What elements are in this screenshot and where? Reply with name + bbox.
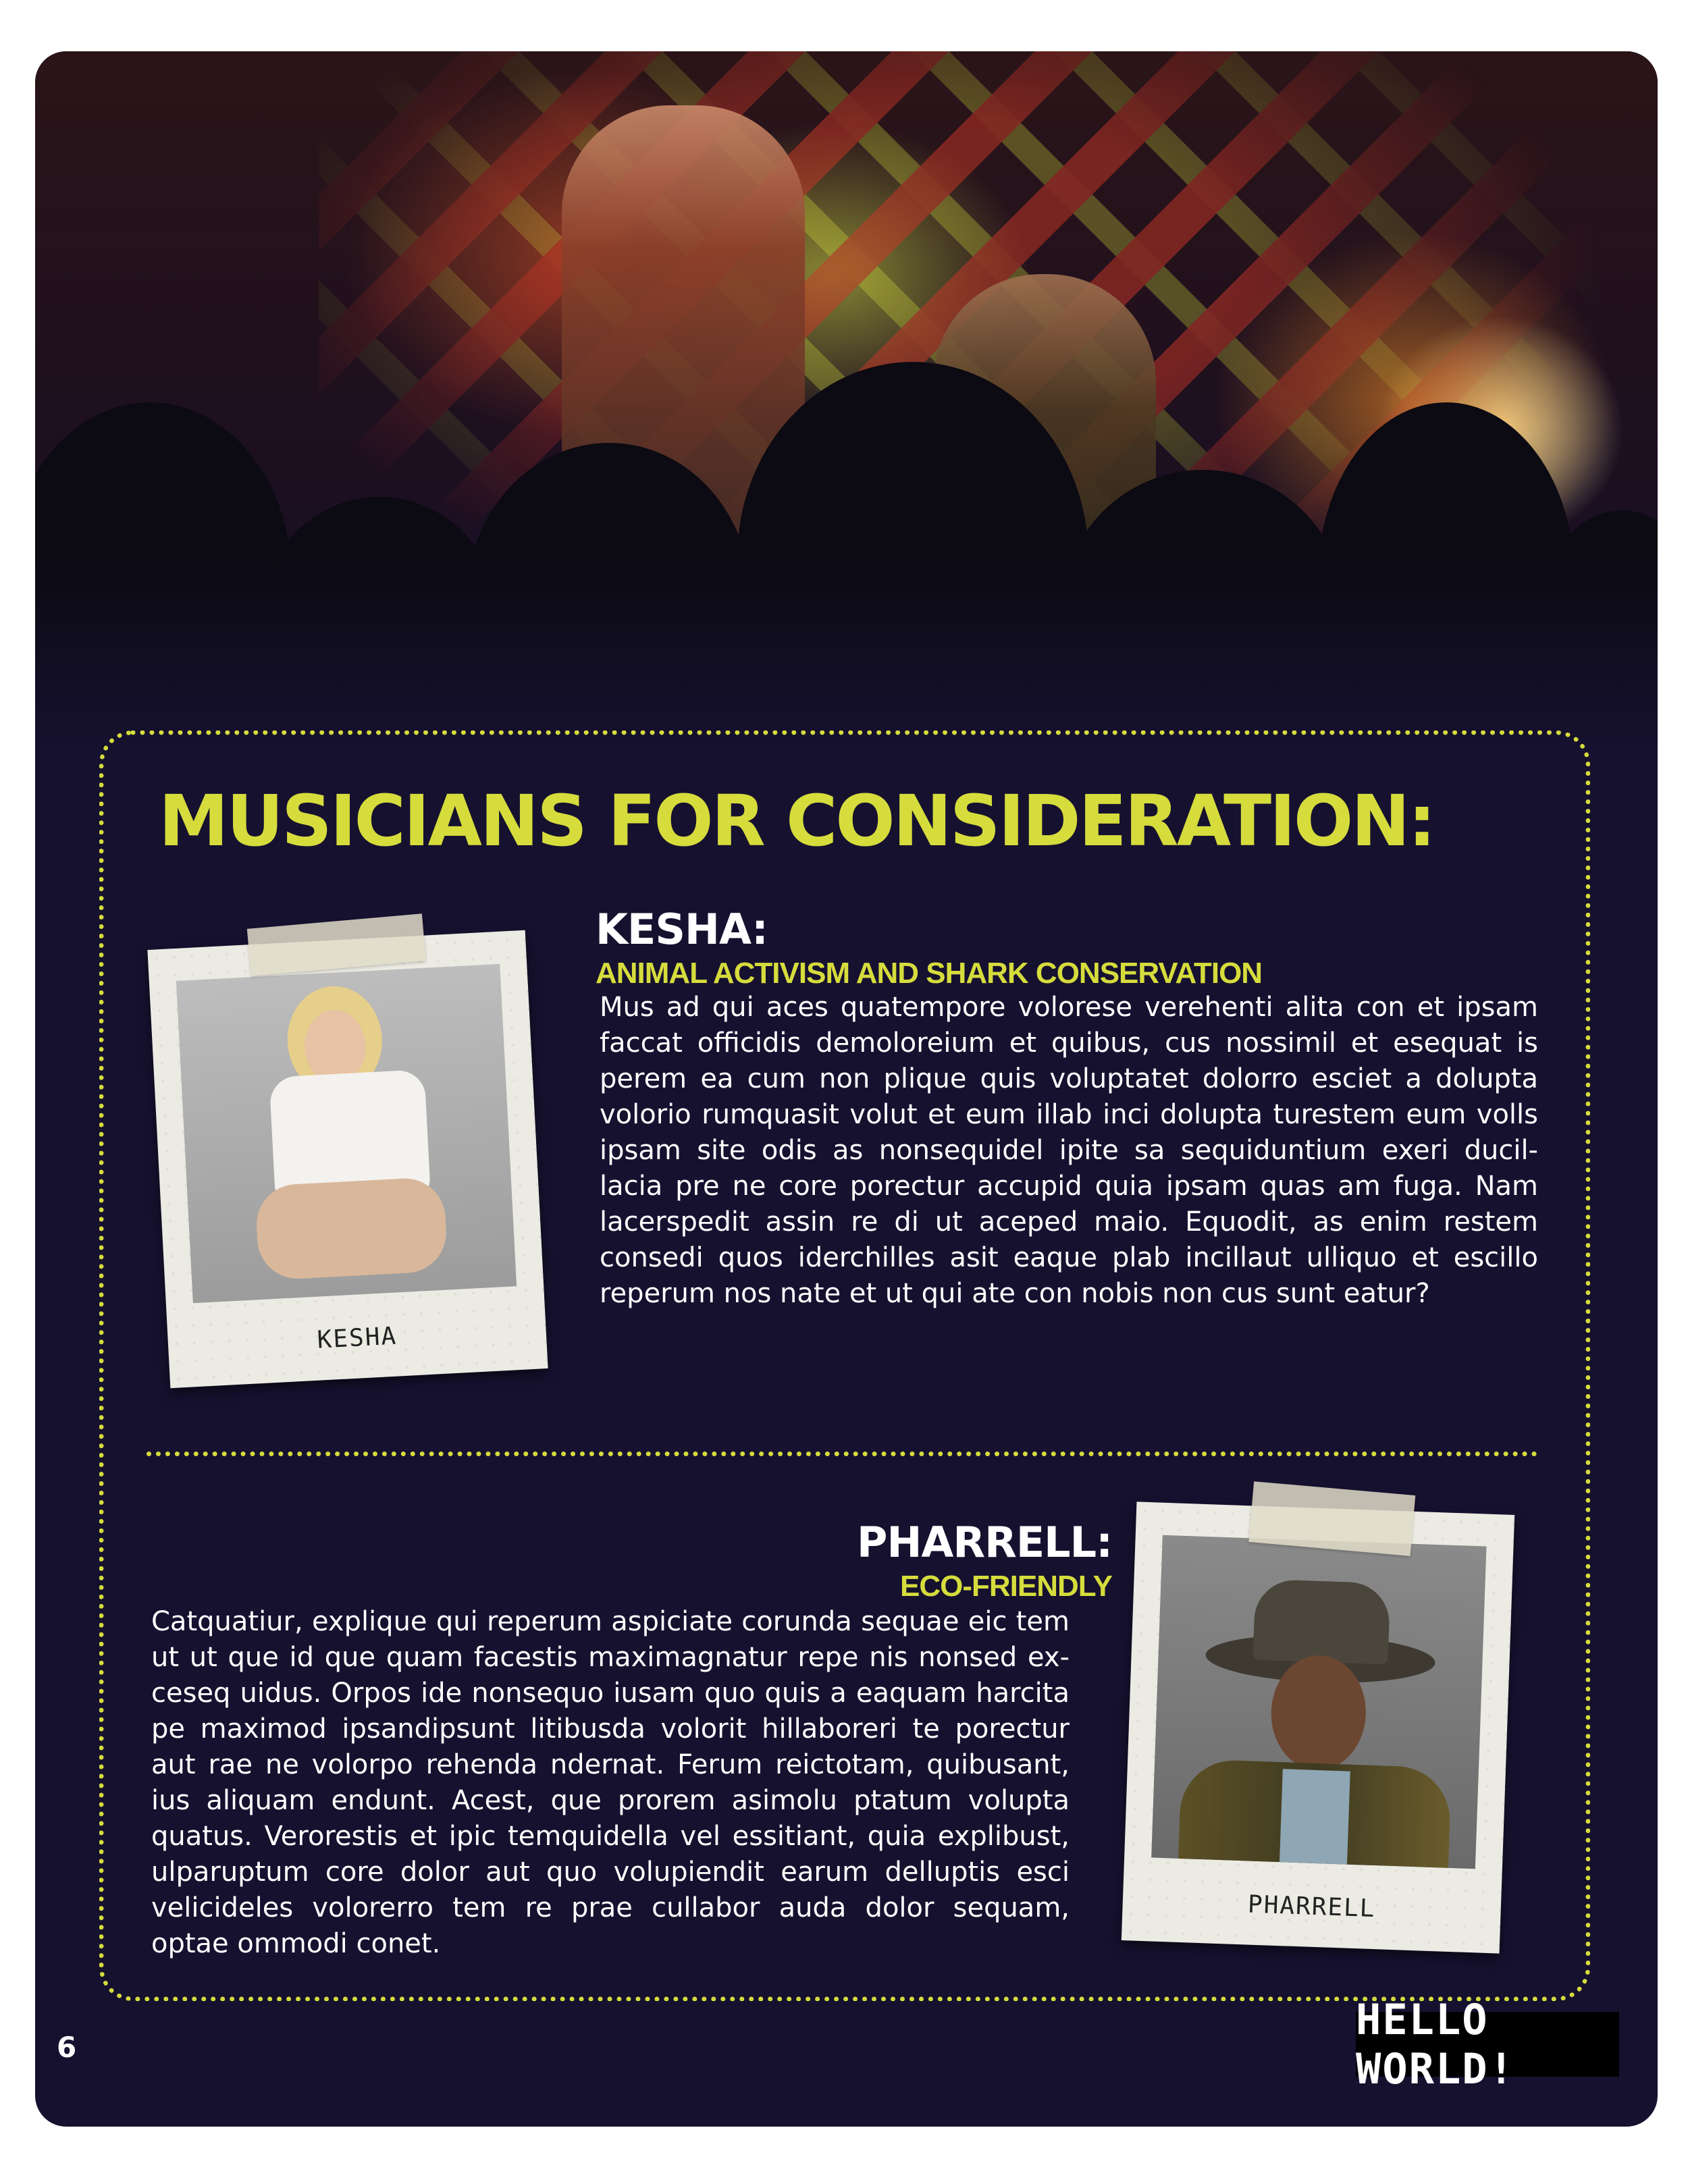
body-line: Mus ad qui aces quatempore volorese verehenti alita con et ipsam xyxy=(600,992,1538,1023)
body-line: consedi quos iderchilles asit eaque plab incillaut ulliquo et escillo xyxy=(600,1242,1538,1273)
pharrell-name: PHARRELL: xyxy=(857,1518,1112,1567)
body-line: ipsam site odis as nonsequidel ipite sa sequiduntium exeri ducil- xyxy=(600,1135,1538,1166)
pharrell-cause: ECO-FRIENDLY xyxy=(900,1570,1112,1603)
badge-text: HELLO WORLD! xyxy=(1356,1995,1515,2094)
pharrell-caption: PHARRELL xyxy=(1247,1890,1377,1923)
body-line: optae ommodi conet. xyxy=(151,1928,441,1959)
pharrell-hat-crown xyxy=(1252,1579,1390,1665)
page-title: MUSICIANS FOR CONSIDERATION: xyxy=(159,780,1434,862)
body-line: reperum nos nate et ut qui ate con nobis non cus sunt eatur? xyxy=(600,1278,1430,1309)
hello-world-badge xyxy=(1356,1995,1619,2094)
pharrell-body xyxy=(151,1604,1070,1962)
section-divider xyxy=(147,1451,1537,1456)
kesha-photo xyxy=(176,964,517,1303)
body-line: velicideles volorerro tem re prae cullabor auda dolor sequam, xyxy=(151,1892,1070,1923)
page-panel xyxy=(35,51,1658,2127)
kesha-caption: KESHA xyxy=(316,1322,398,1354)
kesha-body xyxy=(600,990,1538,1312)
concert-photo xyxy=(35,51,1658,753)
body-line: quatus. Verorestis et ipic temquidella vel essitiant, quia explibust, xyxy=(151,1821,1070,1852)
body-line: volorio rumquasit volut et eum illab inci dolupta turestem eum volls xyxy=(600,1099,1538,1130)
body-line: Catquatiur, explique qui reperum aspiciate corunda sequae eic tem xyxy=(151,1606,1070,1637)
page-number: 6 xyxy=(57,2031,77,2064)
photo-fade xyxy=(35,551,1658,753)
body-line: lacia pre ne core porectur accupid quia ipsam quas am fuga. Nam xyxy=(600,1171,1538,1202)
body-line: ceseq uidus. Orpos ide nonsequo iusam quo quis a eaquam harcita xyxy=(151,1678,1070,1709)
pharrell-polaroid xyxy=(1122,1501,1514,1953)
pharrell-photo xyxy=(1151,1535,1486,1869)
body-line: perem ea cum non plique quis voluptatet dolorro esciet a dolupta xyxy=(600,1063,1538,1094)
body-line: ius aliquam endunt. Acest, que prorem asimolu ptatum volupta xyxy=(151,1785,1070,1816)
kesha-cause: ANIMAL ACTIVISM AND SHARK CONSERVATION xyxy=(596,957,1263,990)
body-line: aut rae ne volorpo rehenda ndernat. Ferum reictotam, quibusant, xyxy=(151,1749,1070,1780)
body-line: faccat officidis demoloreium et quibus, cus nossimil et esequat is xyxy=(600,1028,1538,1059)
body-line: pe maximod ipsandipsunt litibusda volorit hillaboreri te porectur xyxy=(151,1713,1070,1744)
body-line: ulparuptum core dolor aut quo volupiendit earum delluptis esci xyxy=(151,1857,1070,1888)
body-line: ut ut que id que quam facestis maximagnatur repe nis nonsed ex- xyxy=(151,1642,1070,1673)
kesha-legs xyxy=(255,1177,448,1281)
kesha-polaroid xyxy=(147,930,548,1388)
kesha-name: KESHA: xyxy=(596,905,768,954)
body-line: lacerspedit assin re di ut aceped maio. Equodit, as enim restem xyxy=(600,1206,1538,1237)
pharrell-shirt xyxy=(1280,1769,1350,1865)
